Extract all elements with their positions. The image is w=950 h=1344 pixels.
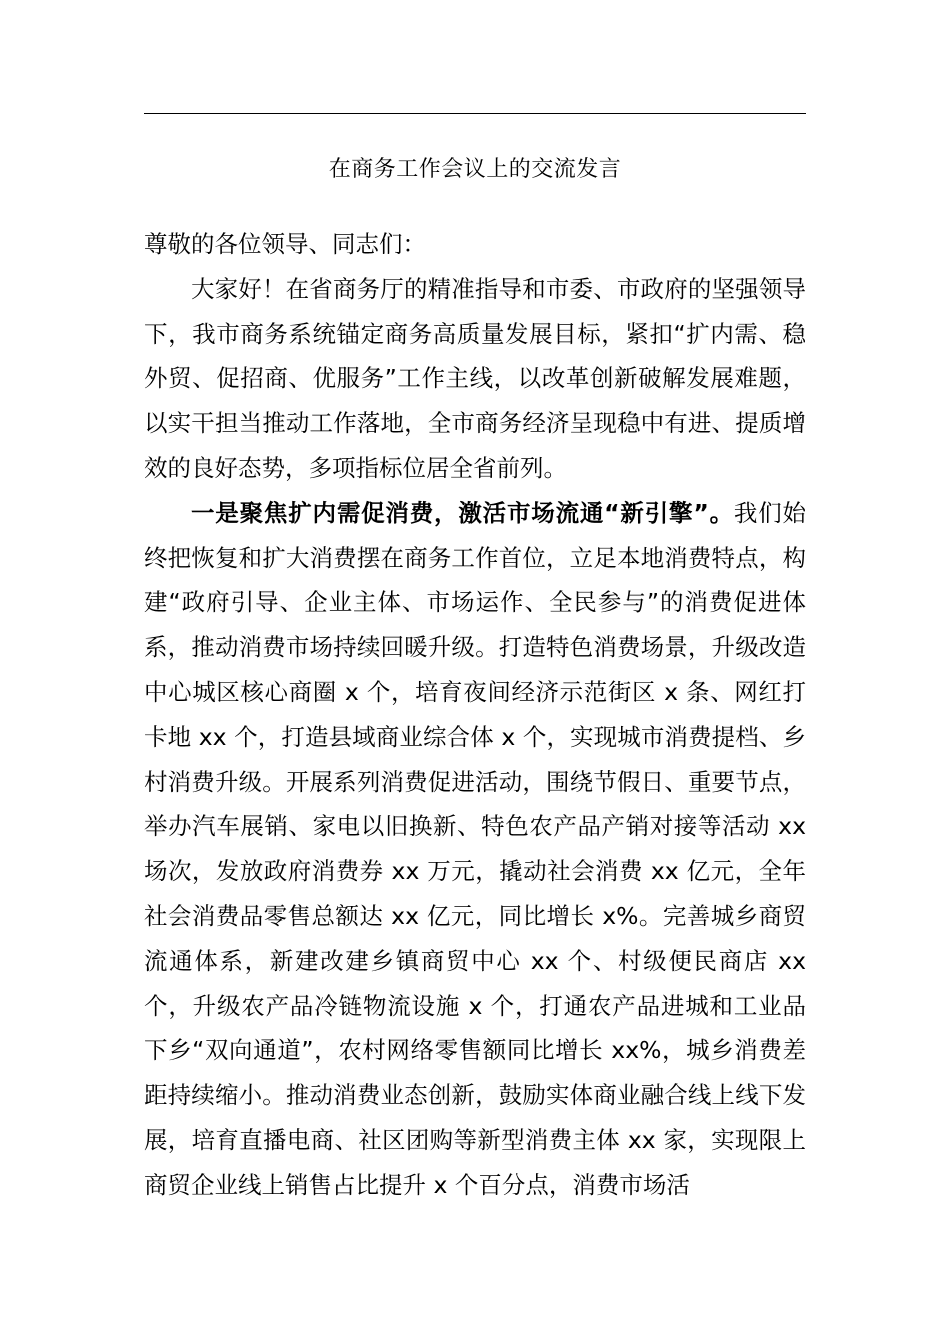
paragraph-lead-heading: 一是聚焦扩内需促消费，激活市场流通“新引擎”。: [191, 498, 734, 527]
document-title: 在商务工作会议上的交流发言: [328, 157, 622, 182]
document-body: [144, 222, 806, 1208]
paragraph-point-one: [144, 491, 806, 1208]
header-rule: [144, 113, 806, 114]
salutation: 尊敬的各位领导、同志们：: [144, 230, 426, 258]
paragraph-text: 大家好！在省商务厅的精准指导和市委、市政府的坚强领导下，我市商务系统锚定商务高质量发展目标，紧扣“扩内需、稳外贸、促招商、优服务”工作主线，以改革创新破解发展难题，以实干担当推动工作落地，全市商务经济呈现稳中有进、提质增效的良好态势，多项指标位居全省前列。: [144, 274, 806, 482]
paragraph-intro: [144, 267, 806, 491]
paragraph-text: 我们始终把恢复和扩大消费摆在商务工作首位，立足本地消费特点，构建“政府引导、企业主体、市场运作、全民参与”的消费促进体系，推动消费市场持续回暖升级。打造特色消费场景，升级改造中心城区核心商圈 x 个，培育夜间经济示范街区 x 条、网红打卡地 xx 个，打造县域商业综合体 x 个，实现城市消费提档、乡村消费升级。开展系列消费促进活动，围绕节假日、重要节点，举办汽车展销、家电以旧换新、特色农产品产销对接等活动 xx 场次，发放政府消费券 xx 万元，撬动社会消费 xx 亿元，全年社会消费品零售总额达 xx 亿元，同比增长 x%。完善城乡商贸流通体系，新建改建乡镇商贸中心 xx 个、村级便民商店 xx 个，升级农产品冷链物流设施 x 个，打通农产品进城和工业品下乡“双向通道”，农村网络零售额同比增长 xx%，城乡消费差距持续缩小。推动消费业态创新，鼓励实体商业融合线上线下发展，培育直播电商、社区团购等新型消费主体 xx 家，实现限上商贸企业线上销售占比提升 x 个百分点，消费市场活: [144, 498, 806, 1199]
